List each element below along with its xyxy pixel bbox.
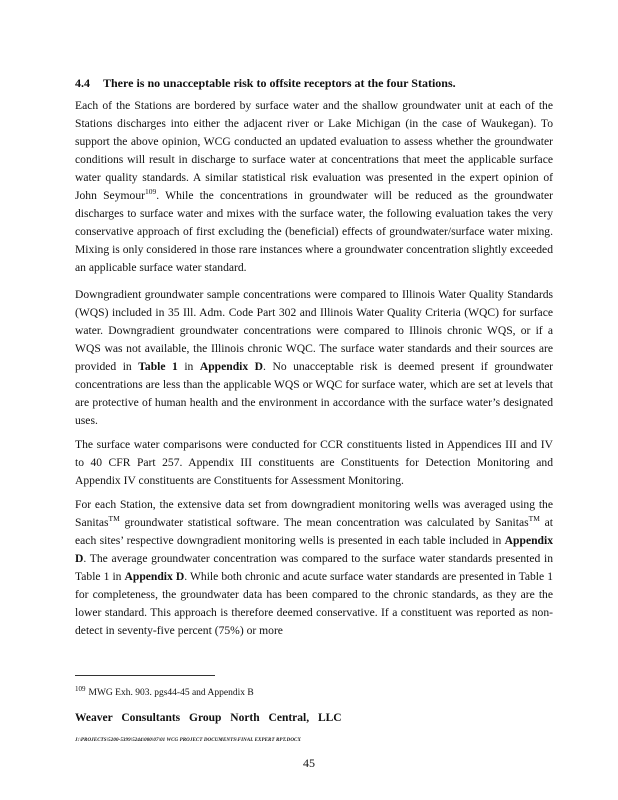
section-number: 4.4 xyxy=(75,76,90,90)
section-title: There is no unacceptable risk to offsite receptors at the four Stations. xyxy=(103,76,456,90)
page-number: 45 xyxy=(303,756,315,770)
footnote-divider xyxy=(75,675,215,676)
paragraph-text: For each Station, the extensive data set from downgradient monitoring wells was averaged using the Sanitas xyxy=(75,498,553,529)
appendix-reference: Appendix D xyxy=(124,570,185,583)
appendix-reference: Appendix D xyxy=(75,534,553,565)
paragraph-text: . While both chronic and acute surface water standards are presented in Table 1 for completeness, the groundwater data has been compared to the chronic standards, as they are the lower standard. This approach is therefore deemed conservative. If a constituent was reported as non-detect in seventy-five percent (75%) or more xyxy=(75,570,553,637)
paragraph-text: . The average groundwater concentration was compared to the surface water standards presented in Table 1 in xyxy=(75,552,553,583)
footnote-text: MWG Exh. 903. pgs44-45 and Appendix B xyxy=(88,688,254,699)
appendix-reference: Appendix D xyxy=(199,360,264,373)
paragraph-text: The surface water comparisons were conducted for CCR constituents listed in Appendices III and IV to 40 CFR Part 257. Appendix III constituents are Constituents for Detection Monitoring and Appendix IV constituents are Constituents for Assessment Monitoring. xyxy=(75,438,553,487)
paragraph-3 xyxy=(75,436,553,490)
footnote-ref[interactable]: 109 xyxy=(144,187,157,197)
footnote-number: 109 xyxy=(75,685,86,693)
section-heading xyxy=(75,76,555,91)
paragraph-text: Each of the Stations are bordered by surface water and the shallow groundwater unit at each of the Stations discharges into either the adjacent river or Lake Michigan (in the case of Waukegan). To support the above opinion, WCG conducted an updated evaluation to assess whether the groundwater conditions will result in discharge to surface water at concentrations that meet the applicable surface water quality standards. A similar statistical risk evaluation was presented in the expert opinion of John Seymour xyxy=(75,99,553,202)
paragraph-4 xyxy=(75,496,553,640)
paragraph-text: Downgradient groundwater sample concentrations were compared to Illinois Water Quality Standards (WQS) included in 35 Ill. Adm. Code Part 302 and Illinois Water Quality Criteria (WQC) for surface water. Downgradient groundwater concentrations were compared to Illinois chronic WQS, or if a WQS was not available, the Illinois chronic WQC. The surface water standards and their sources are provided in xyxy=(75,288,553,373)
paragraph-text: . No unacceptable risk is deemed present if groundwater concentrations are less than the applicable WQS or WQC for surface water, which are set at levels that are protective of human health and the environment in accordance with the surface water’s designated uses. xyxy=(75,360,553,427)
trademark-mark: TM xyxy=(108,514,120,524)
trademark-mark: TM xyxy=(528,514,540,524)
footnote xyxy=(75,685,254,698)
paragraph-text: groundwater statistical software. The mean concentration was calculated by Sanitas xyxy=(119,516,529,529)
footer-company: Weaver Consultants Group North Central, LLC xyxy=(75,712,342,724)
paragraph-2 xyxy=(75,286,553,430)
footer-file-path: J:\PROJECTS\5200-5399\5244\000\07\01 WCG PROJECT DOCUMENTS\FINAL EXPERT RPT.DOCX xyxy=(75,738,301,743)
paragraph-1 xyxy=(75,97,553,277)
table-reference: Table 1 xyxy=(138,360,178,373)
paragraph-text: at each sites’ respective downgradient monitoring wells is presented in each table included in xyxy=(75,516,553,547)
paragraph-text: . While the concentrations in groundwater will be reduced as the groundwater discharges to surface water and mixes with the surface water, the following evaluation takes the very conservative approach of first excluding the (beneficial) effects of groundwater/surface water mixing. Mixing is only considered in those rare instances where a groundwater concentration slightly exceeded an applicable surface water standard. xyxy=(75,189,554,274)
paragraph-text: in xyxy=(184,360,194,373)
